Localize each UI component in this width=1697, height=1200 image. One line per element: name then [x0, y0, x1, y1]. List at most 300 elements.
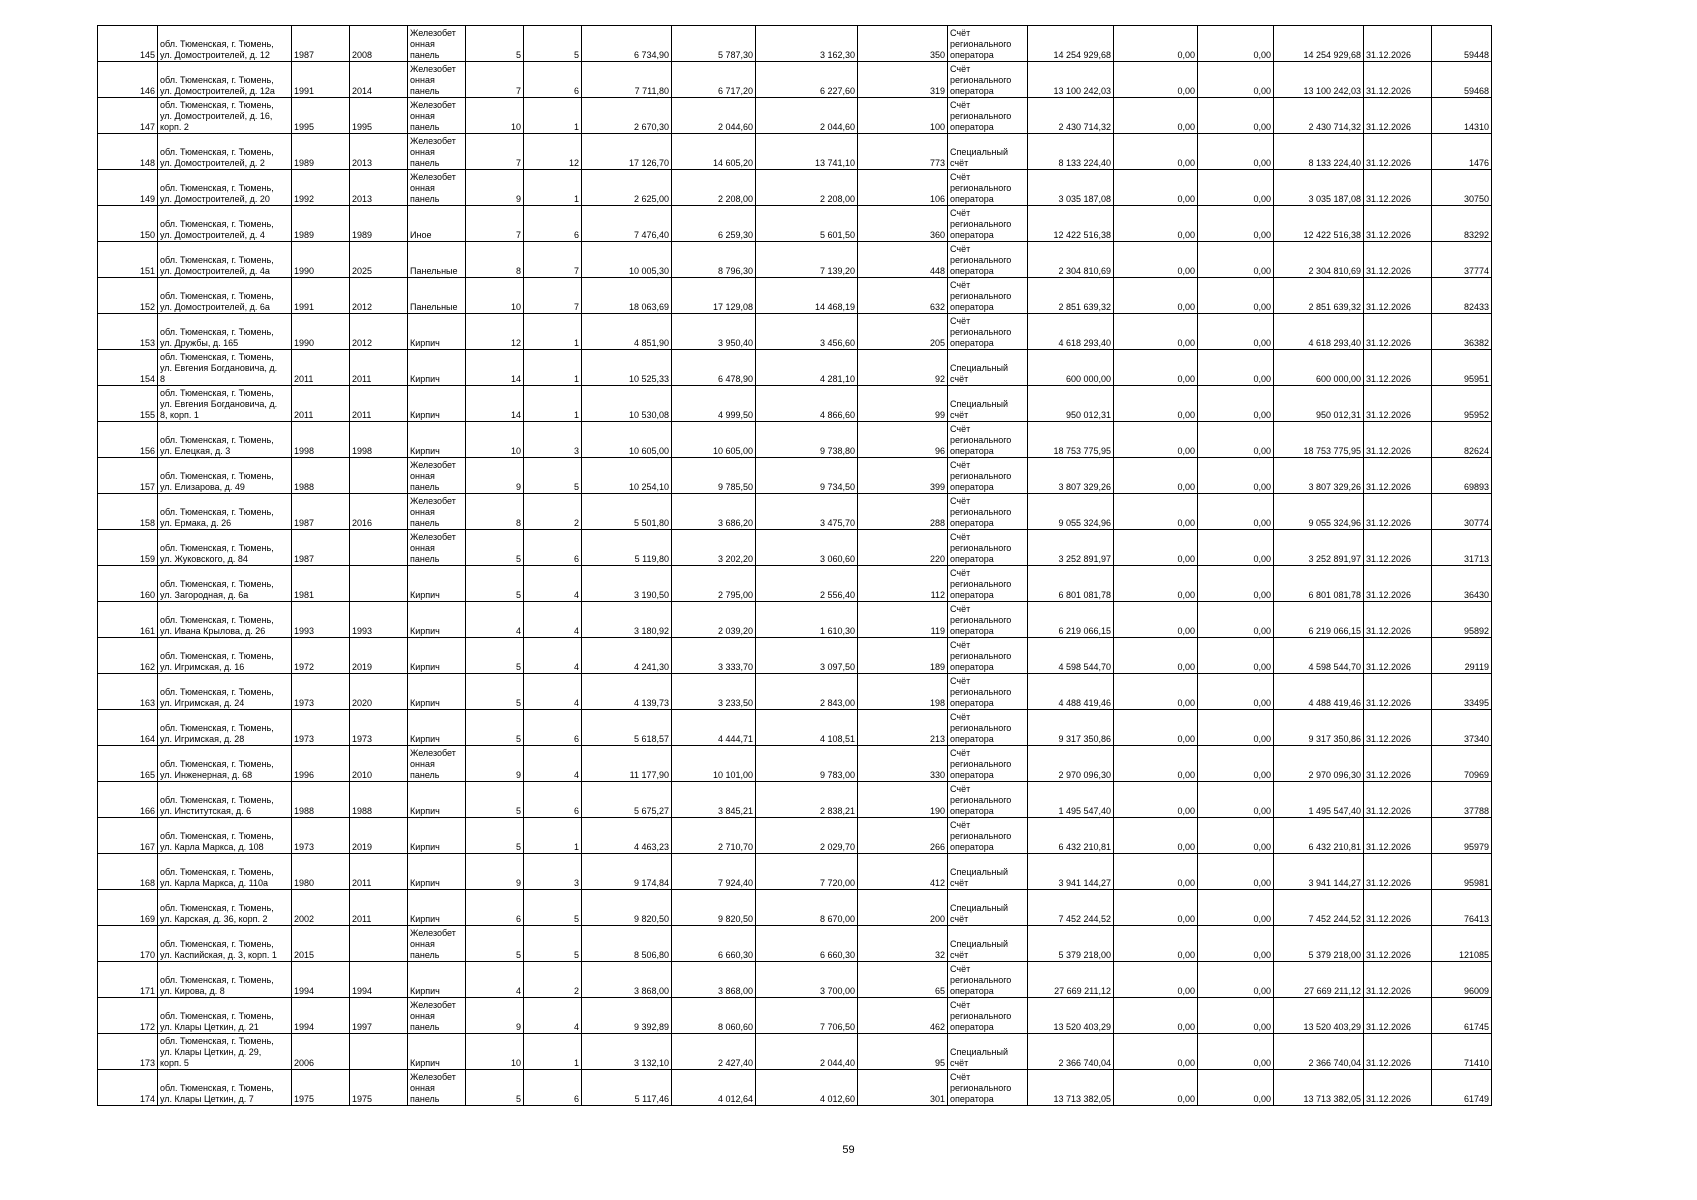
cell-residential-area: 17 129,08 — [672, 278, 756, 314]
cell-private-area: 9 734,50 — [756, 458, 858, 494]
cell-owner-funds: 2 304 810,69 — [1274, 242, 1364, 278]
cell-residents: 399 — [858, 458, 948, 494]
cell-floors: 4 — [466, 962, 524, 998]
cell-private-area: 9 783,00 — [756, 746, 858, 782]
cell-total-area: 5 119,80 — [582, 530, 672, 566]
cell-renovation-year: 1993 — [350, 602, 408, 638]
cell-private-area: 2 044,60 — [756, 98, 858, 134]
cell-build-year: 1987 — [292, 26, 350, 62]
cell-deadline: 31.12.2026 — [1364, 638, 1432, 674]
cell-total-area: 4 463,23 — [582, 818, 672, 854]
cell-build-year: 1988 — [292, 782, 350, 818]
cell-row-number: 160 — [98, 566, 158, 602]
cell-other-funds: 0,00 — [1198, 962, 1274, 998]
cell-deadline: 31.12.2026 — [1364, 890, 1432, 926]
cell-house-id: 95981 — [1432, 854, 1492, 890]
cell-entrances: 4 — [524, 566, 582, 602]
cell-address: обл. Тюменская, г. Тюмень, ул. Клары Цеткин, д. 29, корп. 5 — [158, 1034, 292, 1070]
cell-build-year: 1980 — [292, 854, 350, 890]
cell-budget-funds: 0,00 — [1114, 422, 1198, 458]
cell-owner-funds: 2 366 740,04 — [1274, 1034, 1364, 1070]
cell-owner-funds: 3 035 187,08 — [1274, 170, 1364, 206]
cell-entrances: 5 — [524, 26, 582, 62]
cell-build-year: 1996 — [292, 746, 350, 782]
cell-house-id: 82624 — [1432, 422, 1492, 458]
cell-floors: 7 — [466, 206, 524, 242]
cell-residential-area: 4 012,64 — [672, 1070, 756, 1106]
cell-address: обл. Тюменская, г. Тюмень, ул. Игримская, д. 16 — [158, 638, 292, 674]
cell-residential-area: 3 202,20 — [672, 530, 756, 566]
cell-owner-funds: 4 618 293,40 — [1274, 314, 1364, 350]
cell-owner-funds: 1 495 547,40 — [1274, 782, 1364, 818]
cell-wall-material: Панельные — [408, 278, 466, 314]
cell-row-number: 169 — [98, 890, 158, 926]
cell-wall-material: Железобет онная панель — [408, 98, 466, 134]
cell-other-funds: 0,00 — [1198, 314, 1274, 350]
cell-residential-area: 8 796,30 — [672, 242, 756, 278]
cell-deadline: 31.12.2026 — [1364, 1034, 1432, 1070]
cell-entrances: 5 — [524, 890, 582, 926]
housing-register-table — [97, 25, 1492, 1106]
cell-budget-funds: 0,00 — [1114, 746, 1198, 782]
cell-address: обл. Тюменская, г. Тюмень, ул. Кирова, д. 8 — [158, 962, 292, 998]
cell-budget-funds: 0,00 — [1114, 782, 1198, 818]
cell-residents: 330 — [858, 746, 948, 782]
cell-total-area: 9 174,84 — [582, 854, 672, 890]
cell-residents: 112 — [858, 566, 948, 602]
cell-floors: 10 — [466, 98, 524, 134]
cell-residential-area: 6 478,90 — [672, 350, 756, 386]
cell-owner-funds: 2 851 639,32 — [1274, 278, 1364, 314]
cell-row-number: 172 — [98, 998, 158, 1034]
cell-planned-cost: 2 366 740,04 — [1028, 1034, 1114, 1070]
cell-floors: 6 — [466, 890, 524, 926]
cell-address: обл. Тюменская, г. Тюмень, ул. Домостроителей, д. 12а — [158, 62, 292, 98]
cell-house-id: 61745 — [1432, 998, 1492, 1034]
cell-build-year: 1990 — [292, 242, 350, 278]
cell-other-funds: 0,00 — [1198, 350, 1274, 386]
cell-residents: 632 — [858, 278, 948, 314]
cell-house-id: 95979 — [1432, 818, 1492, 854]
cell-build-year: 1987 — [292, 530, 350, 566]
cell-budget-funds: 0,00 — [1114, 170, 1198, 206]
cell-owner-funds: 3 807 329,26 — [1274, 458, 1364, 494]
cell-residents: 65 — [858, 962, 948, 998]
cell-floors: 9 — [466, 854, 524, 890]
cell-floors: 5 — [466, 710, 524, 746]
cell-planned-cost: 3 941 144,27 — [1028, 854, 1114, 890]
cell-renovation-year: 1975 — [350, 1070, 408, 1106]
cell-house-id: 59468 — [1432, 62, 1492, 98]
cell-other-funds: 0,00 — [1198, 782, 1274, 818]
cell-address: обл. Тюменская, г. Тюмень, ул. Клары Цеткин, д. 21 — [158, 998, 292, 1034]
cell-private-area: 2 208,00 — [756, 170, 858, 206]
cell-row-number: 163 — [98, 674, 158, 710]
cell-address: обл. Тюменская, г. Тюмень, ул. Евгения Богдановича, д. 8, корп. 1 — [158, 386, 292, 422]
cell-residential-area: 10 605,00 — [672, 422, 756, 458]
cell-private-area: 14 468,19 — [756, 278, 858, 314]
table-row — [98, 422, 1492, 458]
cell-total-area: 18 063,69 — [582, 278, 672, 314]
cell-residents: 220 — [858, 530, 948, 566]
table-row — [98, 818, 1492, 854]
cell-deadline: 31.12.2026 — [1364, 530, 1432, 566]
cell-house-id: 14310 — [1432, 98, 1492, 134]
cell-private-area: 5 601,50 — [756, 206, 858, 242]
cell-budget-funds: 0,00 — [1114, 98, 1198, 134]
cell-address: обл. Тюменская, г. Тюмень, ул. Домостроителей, д. 16, корп. 2 — [158, 98, 292, 134]
cell-floors: 9 — [466, 998, 524, 1034]
cell-renovation-year: 1998 — [350, 422, 408, 458]
cell-residential-area: 3 868,00 — [672, 962, 756, 998]
cell-fund-method: Счёт регионального оператора — [948, 998, 1028, 1034]
cell-private-area: 6 227,60 — [756, 62, 858, 98]
cell-total-area: 10 530,08 — [582, 386, 672, 422]
table-row — [98, 890, 1492, 926]
cell-entrances: 7 — [524, 278, 582, 314]
cell-renovation-year: 1995 — [350, 98, 408, 134]
cell-address: обл. Тюменская, г. Тюмень, ул. Дружбы, д. 165 — [158, 314, 292, 350]
cell-renovation-year: 2019 — [350, 638, 408, 674]
cell-row-number: 168 — [98, 854, 158, 890]
cell-row-number: 154 — [98, 350, 158, 386]
cell-row-number: 153 — [98, 314, 158, 350]
cell-wall-material: Железобет онная панель — [408, 1070, 466, 1106]
table-row — [98, 962, 1492, 998]
cell-floors: 5 — [466, 818, 524, 854]
cell-wall-material: Кирпич — [408, 638, 466, 674]
cell-residential-area: 14 605,20 — [672, 134, 756, 170]
cell-other-funds: 0,00 — [1198, 530, 1274, 566]
cell-planned-cost: 27 669 211,12 — [1028, 962, 1114, 998]
cell-other-funds: 0,00 — [1198, 62, 1274, 98]
cell-planned-cost: 2 304 810,69 — [1028, 242, 1114, 278]
cell-wall-material: Железобет онная панель — [408, 494, 466, 530]
cell-floors: 10 — [466, 422, 524, 458]
table-row — [98, 458, 1492, 494]
table-row — [98, 350, 1492, 386]
table-row — [98, 998, 1492, 1034]
cell-fund-method: Счёт регионального оператора — [948, 710, 1028, 746]
cell-budget-funds: 0,00 — [1114, 1034, 1198, 1070]
cell-entrances: 4 — [524, 998, 582, 1034]
cell-house-id: 37340 — [1432, 710, 1492, 746]
cell-owner-funds: 9 317 350,86 — [1274, 710, 1364, 746]
cell-owner-funds: 4 598 544,70 — [1274, 638, 1364, 674]
cell-renovation-year: 2008 — [350, 26, 408, 62]
cell-row-number: 151 — [98, 242, 158, 278]
cell-residential-area: 2 044,60 — [672, 98, 756, 134]
cell-floors: 14 — [466, 386, 524, 422]
cell-address: обл. Тюменская, г. Тюмень, ул. Елизарова, д. 49 — [158, 458, 292, 494]
cell-owner-funds: 7 452 244,52 — [1274, 890, 1364, 926]
cell-row-number: 150 — [98, 206, 158, 242]
cell-private-area: 4 866,60 — [756, 386, 858, 422]
cell-other-funds: 0,00 — [1198, 998, 1274, 1034]
cell-private-area: 3 162,30 — [756, 26, 858, 62]
cell-floors: 7 — [466, 62, 524, 98]
cell-entrances: 4 — [524, 674, 582, 710]
cell-owner-funds: 27 669 211,12 — [1274, 962, 1364, 998]
cell-fund-method: Счёт регионального оператора — [948, 242, 1028, 278]
cell-total-area: 9 820,50 — [582, 890, 672, 926]
cell-wall-material: Железобет онная панель — [408, 926, 466, 962]
cell-row-number: 166 — [98, 782, 158, 818]
cell-address: обл. Тюменская, г. Тюмень, ул. Карла Маркса, д. 110а — [158, 854, 292, 890]
cell-residents: 412 — [858, 854, 948, 890]
table-row — [98, 314, 1492, 350]
cell-floors: 8 — [466, 494, 524, 530]
cell-residents: 200 — [858, 890, 948, 926]
cell-renovation-year: 2011 — [350, 386, 408, 422]
cell-budget-funds: 0,00 — [1114, 314, 1198, 350]
cell-private-area: 2 044,40 — [756, 1034, 858, 1070]
cell-entrances: 6 — [524, 62, 582, 98]
cell-budget-funds: 0,00 — [1114, 998, 1198, 1034]
cell-address: обл. Тюменская, г. Тюмень, ул. Игримская, д. 28 — [158, 710, 292, 746]
cell-renovation-year: 2012 — [350, 278, 408, 314]
cell-floors: 8 — [466, 242, 524, 278]
cell-deadline: 31.12.2026 — [1364, 674, 1432, 710]
cell-residential-area: 6 717,20 — [672, 62, 756, 98]
cell-budget-funds: 0,00 — [1114, 278, 1198, 314]
cell-deadline: 31.12.2026 — [1364, 782, 1432, 818]
cell-fund-method: Счёт регионального оператора — [948, 530, 1028, 566]
cell-budget-funds: 0,00 — [1114, 854, 1198, 890]
cell-build-year: 1989 — [292, 206, 350, 242]
cell-fund-method: Счёт регионального оператора — [948, 818, 1028, 854]
cell-address: обл. Тюменская, г. Тюмень, ул. Ивана Крылова, д. 26 — [158, 602, 292, 638]
cell-deadline: 31.12.2026 — [1364, 566, 1432, 602]
cell-private-area: 2 556,40 — [756, 566, 858, 602]
cell-residents: 189 — [858, 638, 948, 674]
cell-budget-funds: 0,00 — [1114, 350, 1198, 386]
table-row — [98, 602, 1492, 638]
cell-build-year: 1992 — [292, 170, 350, 206]
cell-deadline: 31.12.2026 — [1364, 998, 1432, 1034]
cell-private-area: 7 139,20 — [756, 242, 858, 278]
cell-total-area: 3 180,92 — [582, 602, 672, 638]
cell-house-id: 36382 — [1432, 314, 1492, 350]
cell-house-id: 37774 — [1432, 242, 1492, 278]
cell-residents: 213 — [858, 710, 948, 746]
cell-house-id: 95892 — [1432, 602, 1492, 638]
cell-private-area: 8 670,00 — [756, 890, 858, 926]
cell-house-id: 69893 — [1432, 458, 1492, 494]
table-row — [98, 98, 1492, 134]
cell-floors: 14 — [466, 350, 524, 386]
cell-private-area: 4 012,60 — [756, 1070, 858, 1106]
cell-budget-funds: 0,00 — [1114, 26, 1198, 62]
cell-fund-method: Счёт регионального оператора — [948, 98, 1028, 134]
cell-renovation-year: 2025 — [350, 242, 408, 278]
cell-renovation-year: 2019 — [350, 818, 408, 854]
cell-fund-method: Счёт регионального оператора — [948, 422, 1028, 458]
cell-renovation-year — [350, 926, 408, 962]
cell-planned-cost: 5 379 218,00 — [1028, 926, 1114, 962]
cell-wall-material: Кирпич — [408, 422, 466, 458]
table-row — [98, 170, 1492, 206]
cell-deadline: 31.12.2026 — [1364, 494, 1432, 530]
cell-renovation-year: 2016 — [350, 494, 408, 530]
cell-residents: 773 — [858, 134, 948, 170]
cell-other-funds: 0,00 — [1198, 134, 1274, 170]
cell-floors: 5 — [466, 782, 524, 818]
cell-entrances: 1 — [524, 314, 582, 350]
cell-private-area: 3 475,70 — [756, 494, 858, 530]
cell-planned-cost: 4 618 293,40 — [1028, 314, 1114, 350]
cell-private-area: 3 700,00 — [756, 962, 858, 998]
cell-budget-funds: 0,00 — [1114, 638, 1198, 674]
cell-private-area: 2 838,21 — [756, 782, 858, 818]
cell-floors: 5 — [466, 674, 524, 710]
cell-address: обл. Тюменская, г. Тюмень, ул. Карла Маркса, д. 108 — [158, 818, 292, 854]
cell-build-year: 2006 — [292, 1034, 350, 1070]
cell-house-id: 59448 — [1432, 26, 1492, 62]
cell-renovation-year: 2011 — [350, 890, 408, 926]
cell-residential-area: 6 660,30 — [672, 926, 756, 962]
cell-deadline: 31.12.2026 — [1364, 710, 1432, 746]
cell-floors: 9 — [466, 746, 524, 782]
cell-other-funds: 0,00 — [1198, 494, 1274, 530]
cell-deadline: 31.12.2026 — [1364, 602, 1432, 638]
cell-other-funds: 0,00 — [1198, 170, 1274, 206]
cell-planned-cost: 3 807 329,26 — [1028, 458, 1114, 494]
table-row — [98, 278, 1492, 314]
cell-private-area: 2 029,70 — [756, 818, 858, 854]
cell-residential-area: 2 208,00 — [672, 170, 756, 206]
cell-total-area: 2 625,00 — [582, 170, 672, 206]
cell-row-number: 156 — [98, 422, 158, 458]
cell-other-funds: 0,00 — [1198, 818, 1274, 854]
cell-row-number: 161 — [98, 602, 158, 638]
cell-wall-material: Кирпич — [408, 854, 466, 890]
cell-build-year: 2002 — [292, 890, 350, 926]
cell-fund-method: Счёт регионального оператора — [948, 170, 1028, 206]
cell-entrances: 6 — [524, 530, 582, 566]
table-row — [98, 530, 1492, 566]
cell-residential-area: 8 060,60 — [672, 998, 756, 1034]
cell-fund-method: Счёт регионального оператора — [948, 206, 1028, 242]
cell-entrances: 6 — [524, 206, 582, 242]
cell-entrances: 1 — [524, 818, 582, 854]
cell-address: обл. Тюменская, г. Тюмень, ул. Игримская, д. 24 — [158, 674, 292, 710]
cell-renovation-year — [350, 566, 408, 602]
cell-address: обл. Тюменская, г. Тюмень, ул. Домостроителей, д. 2 — [158, 134, 292, 170]
cell-wall-material: Кирпич — [408, 386, 466, 422]
cell-residents: 462 — [858, 998, 948, 1034]
cell-fund-method: Счёт регионального оператора — [948, 458, 1028, 494]
cell-renovation-year: 1994 — [350, 962, 408, 998]
cell-private-area: 6 660,30 — [756, 926, 858, 962]
cell-private-area: 2 843,00 — [756, 674, 858, 710]
cell-budget-funds: 0,00 — [1114, 890, 1198, 926]
cell-owner-funds: 18 753 775,95 — [1274, 422, 1364, 458]
cell-budget-funds: 0,00 — [1114, 62, 1198, 98]
cell-residential-area: 9 820,50 — [672, 890, 756, 926]
table-row — [98, 494, 1492, 530]
cell-row-number: 157 — [98, 458, 158, 494]
cell-total-area: 3 132,10 — [582, 1034, 672, 1070]
table-row — [98, 62, 1492, 98]
cell-build-year: 1993 — [292, 602, 350, 638]
cell-other-funds: 0,00 — [1198, 422, 1274, 458]
cell-wall-material: Кирпич — [408, 890, 466, 926]
cell-owner-funds: 13 520 403,29 — [1274, 998, 1364, 1034]
cell-planned-cost: 9 055 324,96 — [1028, 494, 1114, 530]
cell-floors: 5 — [466, 530, 524, 566]
cell-build-year: 1991 — [292, 62, 350, 98]
cell-owner-funds: 6 219 066,15 — [1274, 602, 1364, 638]
cell-renovation-year: 1989 — [350, 206, 408, 242]
cell-owner-funds: 13 100 242,03 — [1274, 62, 1364, 98]
cell-owner-funds: 2 970 096,30 — [1274, 746, 1364, 782]
cell-row-number: 149 — [98, 170, 158, 206]
cell-deadline: 31.12.2026 — [1364, 854, 1432, 890]
cell-fund-method: Специальный счёт — [948, 1034, 1028, 1070]
cell-residents: 198 — [858, 674, 948, 710]
cell-entrances: 3 — [524, 422, 582, 458]
cell-entrances: 4 — [524, 746, 582, 782]
cell-residents: 205 — [858, 314, 948, 350]
cell-renovation-year: 1988 — [350, 782, 408, 818]
cell-budget-funds: 0,00 — [1114, 242, 1198, 278]
cell-total-area: 7 711,80 — [582, 62, 672, 98]
cell-address: обл. Тюменская, г. Тюмень, ул. Жуковского, д. 84 — [158, 530, 292, 566]
cell-other-funds: 0,00 — [1198, 98, 1274, 134]
cell-renovation-year — [350, 530, 408, 566]
cell-floors: 9 — [466, 170, 524, 206]
cell-residents: 350 — [858, 26, 948, 62]
cell-deadline: 31.12.2026 — [1364, 1070, 1432, 1106]
cell-house-id: 82433 — [1432, 278, 1492, 314]
cell-house-id: 96009 — [1432, 962, 1492, 998]
cell-fund-method: Счёт регионального оператора — [948, 746, 1028, 782]
cell-budget-funds: 0,00 — [1114, 818, 1198, 854]
cell-renovation-year: 2013 — [350, 134, 408, 170]
cell-total-area: 6 734,90 — [582, 26, 672, 62]
cell-address: обл. Тюменская, г. Тюмень, ул. Домостроителей, д. 12 — [158, 26, 292, 62]
cell-row-number: 145 — [98, 26, 158, 62]
cell-house-id: 31713 — [1432, 530, 1492, 566]
cell-build-year: 1991 — [292, 278, 350, 314]
table-row — [98, 386, 1492, 422]
cell-wall-material: Кирпич — [408, 1034, 466, 1070]
cell-build-year: 1987 — [292, 494, 350, 530]
cell-other-funds: 0,00 — [1198, 1070, 1274, 1106]
cell-row-number: 162 — [98, 638, 158, 674]
cell-planned-cost: 9 317 350,86 — [1028, 710, 1114, 746]
cell-residents: 360 — [858, 206, 948, 242]
cell-renovation-year: 2010 — [350, 746, 408, 782]
cell-residents: 99 — [858, 386, 948, 422]
cell-residents: 32 — [858, 926, 948, 962]
cell-address: обл. Тюменская, г. Тюмень, ул. Евгения Богдановича, д. 8 — [158, 350, 292, 386]
cell-residents: 92 — [858, 350, 948, 386]
cell-deadline: 31.12.2026 — [1364, 962, 1432, 998]
cell-deadline: 31.12.2026 — [1364, 98, 1432, 134]
cell-house-id: 83292 — [1432, 206, 1492, 242]
cell-total-area: 7 476,40 — [582, 206, 672, 242]
cell-fund-method: Счёт регионального оператора — [948, 566, 1028, 602]
cell-wall-material: Кирпич — [408, 674, 466, 710]
cell-other-funds: 0,00 — [1198, 710, 1274, 746]
cell-budget-funds: 0,00 — [1114, 962, 1198, 998]
table-row — [98, 206, 1492, 242]
cell-house-id: 36430 — [1432, 566, 1492, 602]
cell-wall-material: Железобет онная панель — [408, 530, 466, 566]
cell-residential-area: 2 795,00 — [672, 566, 756, 602]
